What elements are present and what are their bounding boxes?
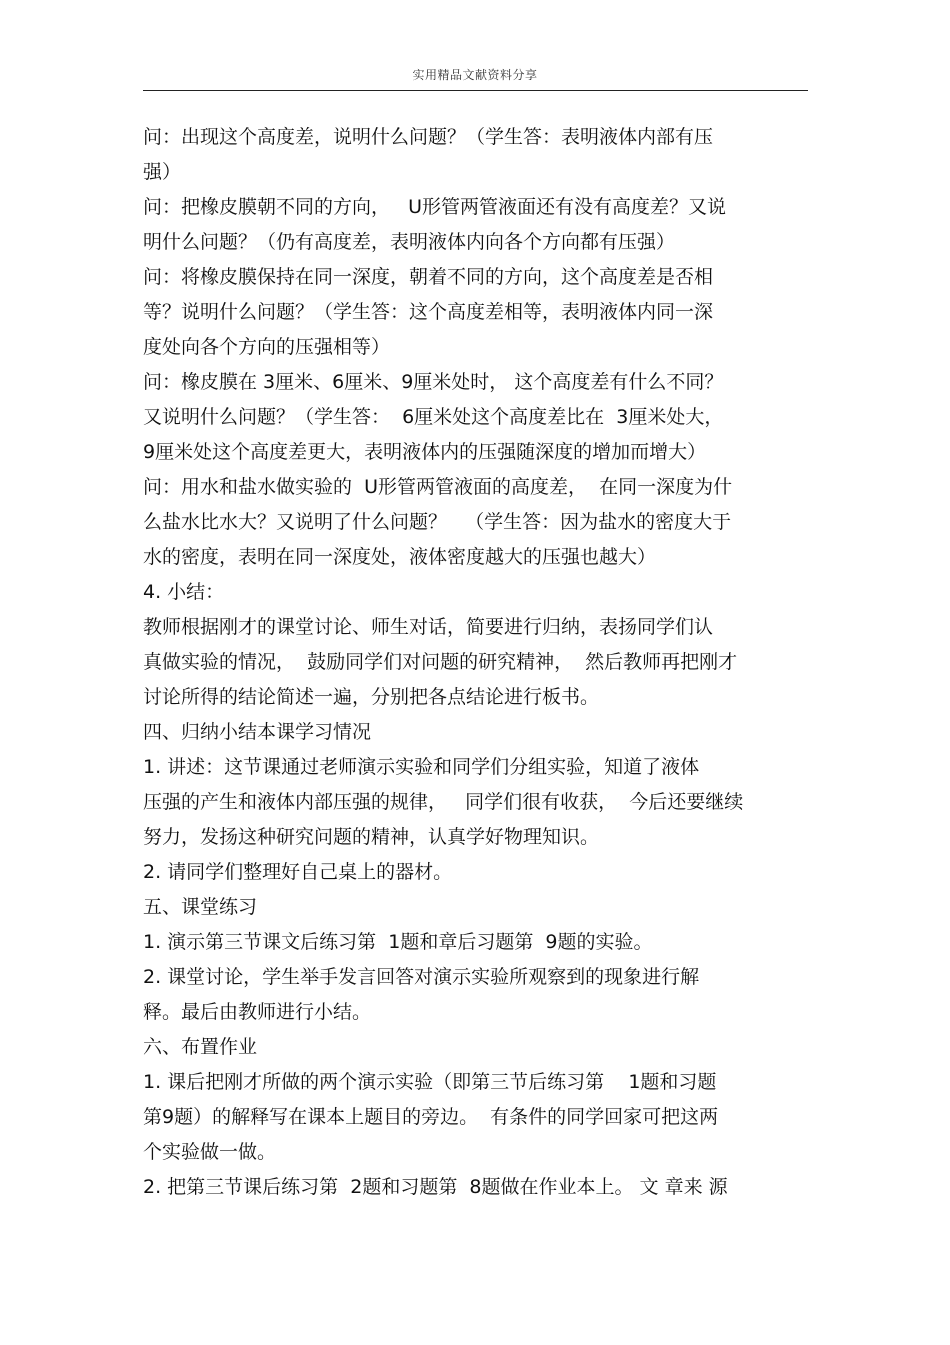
- section-heading: 4. 小结：: [143, 581, 225, 603]
- text-line: 2. 请同学们整理好自己桌上的器材。: [143, 861, 453, 883]
- text-line: 问：将橡皮膜保持在同一深度，朝着不同的方向，这个高度差是否相: [143, 266, 714, 288]
- text-line: 9厘米处这个高度差更大，表明液体内的压强随深度的增加而增大）: [143, 441, 707, 463]
- text-line: 问：出现这个高度差，说明什么问题？（学生答：表明液体内部有压: [143, 126, 714, 148]
- text-line: 又说明什么问题？（学生答： 6厘米处这个高度差比在 3厘米处大，: [143, 406, 724, 428]
- text-line: 水的密度，表明在同一深度处，液体密度越大的压强也越大）: [143, 546, 657, 568]
- text-line: 等？说明什么问题？（学生答：这个高度差相等，表明液体内同一深: [143, 301, 714, 323]
- text-line: 问：橡皮膜在 3厘米、6厘米、9厘米处时， 这个高度差有什么不同？: [143, 371, 724, 393]
- text-line: 度处向各个方向的压强相等）: [143, 336, 391, 358]
- page-header: 实用精品文献资料分享: [412, 68, 538, 82]
- text-line: 1. 课后把刚才所做的两个演示实验（即第三节后练习第 1题和习题: [143, 1071, 717, 1093]
- text-line: 问：把橡皮膜朝不同的方向， U形管两管液面还有没有高度差？又说: [143, 196, 727, 218]
- text-line: 个实验做一做。: [143, 1141, 277, 1163]
- text-line: 2. 课堂讨论，学生举手发言回答对演示实验所观察到的现象进行解: [143, 966, 700, 988]
- text-line: 2. 把第三节课后练习第 2题和习题第 8题做在作业本上。 文 章来 源: [143, 1176, 728, 1198]
- section-heading: 五、课堂练习: [143, 896, 258, 918]
- text-line: 明什么问题？（仍有高度差，表明液体内向各个方向都有压强）: [143, 231, 676, 253]
- document-body: [143, 120, 808, 1205]
- text-line: 教师根据刚才的课堂讨论、师生对话，简要进行归纳，表扬同学们认: [143, 616, 714, 638]
- text-line: 真做实验的情况， 鼓励同学们对问题的研究精神， 然后教师再把刚才: [143, 651, 738, 673]
- text-line: 讨论所得的结论简述一遍，分别把各点结论进行板书。: [143, 686, 600, 708]
- section-heading: 四、归纳小结本课学习情况: [143, 721, 372, 743]
- text-line: 强）: [143, 161, 182, 183]
- text-line: 么盐水比水大？又说明了什么问题？ （学生答：因为盐水的密度大于: [143, 511, 732, 533]
- text-line: 问：用水和盐水做实验的 U形管两管液面的高度差， 在同一深度为什: [143, 476, 733, 498]
- text-line: 1. 讲述：这节课通过老师演示实验和同学们分组实验，知道了液体: [143, 756, 700, 778]
- section-heading: 六、布置作业: [143, 1036, 258, 1058]
- text-line: 压强的产生和液体内部压强的规律， 同学们很有收获， 今后还要继续: [143, 791, 744, 813]
- text-line: 释。最后由教师进行小结。: [143, 1001, 372, 1023]
- text-line: 努力，发扬这种研究问题的精神，认真学好物理知识。: [143, 826, 600, 848]
- header-divider: [143, 90, 808, 91]
- text-line: 1. 演示第三节课文后练习第 1题和章后习题第 9题的实验。: [143, 931, 653, 953]
- text-line: 第9题）的解释写在课本上题目的旁边。 有条件的同学回家可把这两: [143, 1106, 719, 1128]
